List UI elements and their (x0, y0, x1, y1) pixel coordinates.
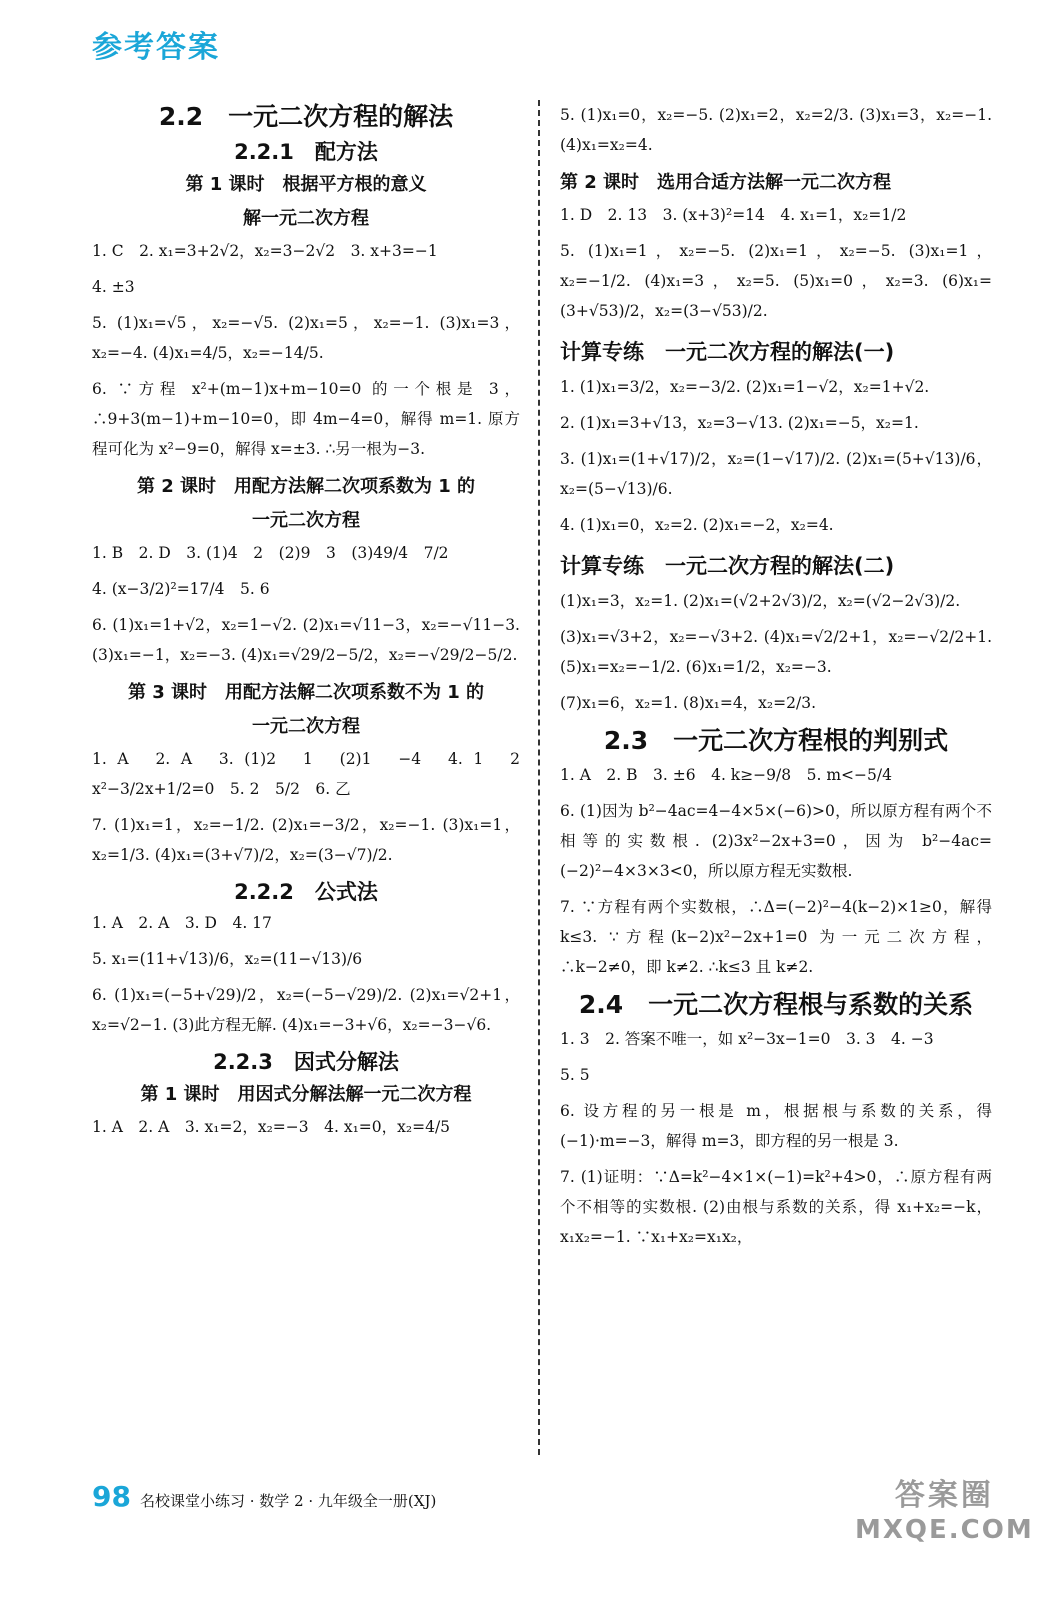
answer-block: 4. (1)x₁=0，x₂=2. (2)x₁=−2，x₂=4. (560, 516, 834, 534)
answer-block: 5. (1)x₁=0，x₂=−5. (2)x₁=2，x₂=2/3. (3)x₁=3，x₂=−1. (4)x₁=x₂=4. (560, 106, 992, 154)
answer-block: 6. (1)因为 b²−4ac=4−4×5×(−6)>0，所以原方程有两个不相等的实数根. (2)3x²−2x+3=0，因为 b²−4ac=(−2)²−4×3×3<0，所以原方程无实数根. (560, 802, 992, 880)
answer-block: 1. A 2. A 3. x₁=2，x₂=−3 4. x₁=0，x₂=4/5 (92, 1118, 451, 1136)
answer-block: 1. A 2. B 3. ±6 4. k≥−9/8 5. m<−5/4 (560, 766, 892, 784)
lesson-2-title-a: 第 2 课时 用配方法解二次项系数为 1 的 (136, 476, 476, 497)
answer-block: 6. ∵方程 x²+(m−1)x+m−10=0 的一个根是 3，∴9+3(m−1)+m−10=0，即 4m−4=0，解得 m=1. 原方程可化为 x²−9=0，解得 x=±3. ∴另一根为−3. (92, 380, 520, 458)
section-2-2-1-title: 2.2.1 配方法 (234, 140, 378, 164)
answer-block: 4. (x−3/2)²=17/4 5. 6 (92, 580, 270, 598)
left-column (92, 100, 536, 1148)
answer-block: 7. (1)x₁=1，x₂=−1/2. (2)x₁=−3/2，x₂=−1. (3)x₁=1，x₂=1/3. (4)x₁=(3+√7)/2，x₂=(3−√7)/2. (92, 816, 520, 864)
answer-block: 6. 设方程的另一根是 m，根据根与系数的关系，得(−1)·m=−3，解得 m=3，即方程的另一根是 3. (560, 1102, 992, 1150)
answer-block: 7. ∵方程有两个实数根，∴Δ=(−2)²−4(k−2)×1≥0，解得 k≤3. ∵方程(k−2)x²−2x+1=0 为一元二次方程，∴k−2≠0，即 k≠2. ∴k≤3 且 k≠2. (560, 898, 992, 976)
lesson-4-title: 第 1 课时 用因式分解法解一元二次方程 (140, 1084, 472, 1105)
answer-block: 3. (1)x₁=(1+√17)/2，x₂=(1−√17)/2. (2)x₁=(5+√13)/6，x₂=(5−√13)/6. (560, 450, 992, 498)
answer-block: (7)x₁=6，x₂=1. (8)x₁=4，x₂=2/3. (560, 694, 816, 712)
answer-block: 1. A 2. A 3. D 4. 17 (92, 914, 272, 932)
page-number: 98 (92, 1480, 131, 1513)
calc-practice-2-title: 计算专练 一元二次方程的解法(二) (560, 554, 895, 578)
watermark-line-1: 答案圈 (894, 1478, 994, 1513)
answer-block: 2. (1)x₁=3+√13，x₂=3−√13. (2)x₁=−5，x₂=1. (560, 414, 919, 432)
answer-block: 5. x₁=(11+√13)/6，x₂=(11−√13)/6 (92, 950, 363, 968)
answer-block: 4. ±3 (92, 278, 135, 296)
section-2-4-title: 2.4 一元二次方程根与系数的关系 (578, 990, 974, 1019)
answer-block: 5. (1)x₁=1，x₂=−5. (2)x₁=1，x₂=−5. (3)x₁=1，x₂=−1/2. (4)x₁=3，x₂=5. (5)x₁=0，x₂=3. (6)x₁=(3+√53)/2，x₂=(3−√53)/2. (560, 242, 992, 320)
answer-block: 1. (1)x₁=3/2，x₂=−3/2. (2)x₁=1−√2，x₂=1+√2. (560, 378, 930, 396)
right-column (560, 100, 992, 1258)
lesson-3-title-a: 第 3 课时 用配方法解二次项系数不为 1 的 (127, 682, 485, 703)
lesson-1-title-a: 第 1 课时 根据平方根的意义 (185, 174, 427, 195)
answer-block: 1. A 2. A 3. (1)2 1 (2)1 −4 4. 1 2 x²−3/2x+1/2=0 5. 2 5/2 6. 乙 (92, 750, 536, 798)
calc-practice-1-title: 计算专练 一元二次方程的解法(一) (560, 340, 895, 364)
answer-block: 1. B 2. D 3. (1)4 2 (2)9 3 (3)49/4 7/2 (92, 544, 449, 562)
watermark-logo (855, 1478, 1034, 1546)
answer-block: 6. (1)x₁=1+√2，x₂=1−√2. (2)x₁=√11−3，x₂=−√11−3. (3)x₁=−1，x₂=−3. (4)x₁=√29/2−5/2，x₂=−√29/2−5/2. (92, 616, 520, 664)
section-2-2-3-title: 2.2.3 因式分解法 (213, 1050, 399, 1074)
column-divider (538, 100, 540, 1455)
answer-block: 1. D 2. 13 3. (x+3)²=14 4. x₁=1，x₂=1/2 (560, 206, 907, 224)
answer-block: 5. 5 (560, 1066, 590, 1084)
answer-block: (3)x₁=√3+2，x₂=−√3+2. (4)x₁=√2/2+1，x₂=−√2/2+1. (5)x₁=x₂=−1/2. (6)x₁=1/2，x₂=−3. (560, 628, 992, 676)
section-2-3-title: 2.3 一元二次方程根的判别式 (603, 726, 949, 755)
section-2-2-2-title: 2.2.2 公式法 (234, 880, 378, 904)
answer-block: 1. 3 2. 答案不唯一，如 x²−3x−1=0 3. 3 4. −3 (560, 1030, 934, 1048)
lesson-2-title-b: 一元二次方程 (252, 510, 360, 531)
lesson-5-title: 第 2 课时 选用合适方法解一元二次方程 (560, 172, 892, 193)
answer-block: 7. (1)证明：∵Δ=k²−4×1×(−1)=k²+4>0，∴原方程有两个不相等的实数根. (2)由根与系数的关系，得 x₁+x₂=−k，x₁x₂=−1. ∵x₁+x₂=x₁x₂， (560, 1168, 992, 1246)
watermark-line-2: MXQE.COM (855, 1515, 1034, 1545)
lesson-1-title-b: 解一元二次方程 (243, 208, 369, 229)
answer-block: 6. (1)x₁=(−5+√29)/2，x₂=(−5−√29)/2. (2)x₁=√2+1，x₂=√2−1. (3)此方程无解. (4)x₁=−3+√6，x₂=−3−√6. (92, 986, 520, 1034)
section-2-2-title: 2.2 一元二次方程的解法 (158, 102, 454, 131)
lesson-3-title-b: 一元二次方程 (252, 716, 360, 737)
answer-block: 5. (1)x₁=√5，x₂=−√5. (2)x₁=5，x₂=−1. (3)x₁=3，x₂=−4. (4)x₁=4/5，x₂=−14/5. (92, 314, 520, 362)
section-header: 参考答案 (92, 30, 220, 65)
book-info: 名校课堂小练习 · 数学 2 · 九年级全一册(XJ) (140, 1492, 437, 1510)
answer-block: (1)x₁=3，x₂=1. (2)x₁=(√2+2√3)/2，x₂=(√2−2√3)/2. (560, 592, 961, 610)
answer-block: 1. C 2. x₁=3+2√2，x₂=3−2√2 3. x+3=−1 (92, 242, 438, 260)
